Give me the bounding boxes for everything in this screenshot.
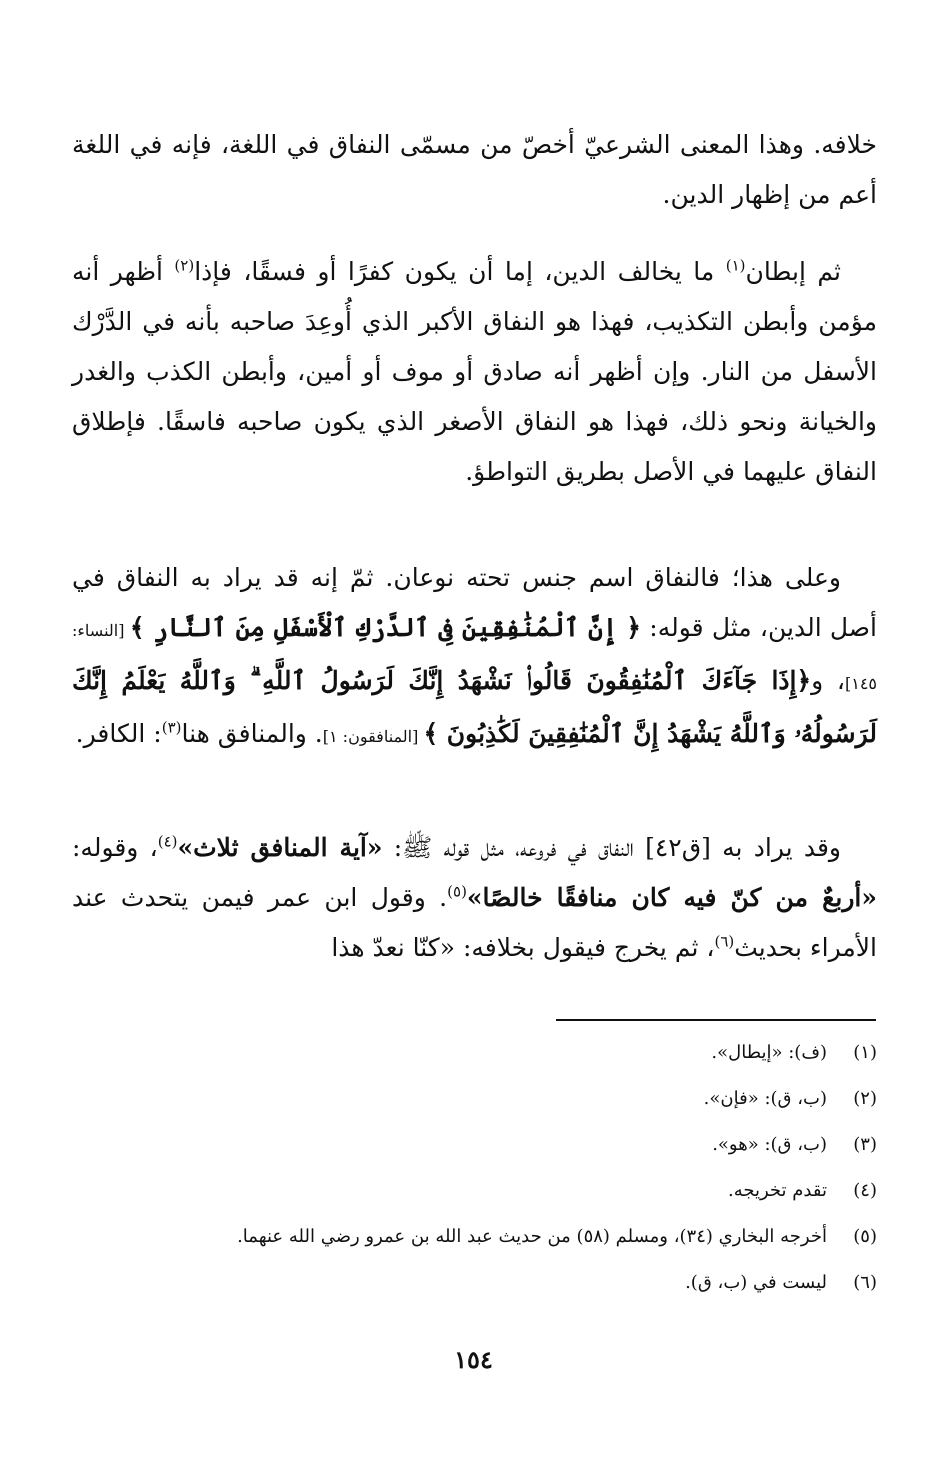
footnote-number: (٥) xyxy=(853,1226,877,1247)
footnote-ref-5: (٥) xyxy=(447,882,467,901)
footnote-text: (ف): «إيطال». xyxy=(711,1042,827,1063)
footnote-number: (١) xyxy=(853,1042,877,1063)
footnotes-list xyxy=(100,1030,877,1306)
quran-reference-1: [النساء: ١٤٥] xyxy=(72,621,877,693)
footnote-divider xyxy=(556,1019,876,1021)
footnote-text: (ب، ق): «فإن». xyxy=(703,1088,827,1109)
paragraph-3 xyxy=(72,553,877,762)
footnote-text: أخرجه البخاري (٣٤)، ومسلم (٥٨) من حديث عبد الله بن عمرو رضي الله عنهما. xyxy=(237,1226,827,1247)
paragraph-2 xyxy=(72,247,877,497)
footnote-item xyxy=(100,1122,877,1168)
paragraph-2-text-b: ما يخالف الدين، إما أن يكون كفرًا أو فسقًا، فإذا xyxy=(194,257,726,286)
footnote-number: (٢) xyxy=(853,1088,877,1109)
paragraph-1 xyxy=(72,120,877,220)
quran-verse-2: ﴿إِذَا جَآءَكَ ٱلْمُنَٰفِقُونَ قَالُوا۟ نَشْهَدُ إِنَّكَ لَرَسُولُ ٱللَّهِ ۗ وَٱللَّهُ يَعْلَمُ إِنَّكَ لَرَسُولُهُۥ وَٱللَّهُ يَشْهَدُ إِنَّ ٱلْمُنَٰفِقِينَ لَكَٰذِبُونَ ﴾ xyxy=(72,666,877,748)
paragraph-3-text-a: وعلى هذا؛ فالنفاق اسم جنس تحته نوعان. ثمّ إنه قد يراد به النفاق في أصل الدين، مثل قوله: xyxy=(72,563,877,642)
footnote-number: (٦) xyxy=(853,1272,877,1293)
quran-verse-1: ﴿ إِنَّ ٱلْمُنَٰفِقِينَ فِى ٱلدَّرْكِ ٱلْأَسْفَلِ مِنَ ٱلنَّارِ ﴾ xyxy=(129,613,642,642)
footnote-item xyxy=(100,1076,877,1122)
paragraph-4-text-a: وقد يراد به [ق٤٢] النفاق في فروعه، مثل قوله ﷺ: xyxy=(382,833,841,862)
footnote-item xyxy=(100,1168,877,1214)
paragraph-1-text: خلافه. وهذا المعنى الشرعيّ أخصّ من مسمّى النفاق في اللغة، فإنه في اللغة أعم من إظهار الدين. xyxy=(72,130,877,209)
footnote-ref-2: (٢) xyxy=(174,256,195,275)
paragraph-4-text-d: ، ثم يخرج فيقول بخلافه: «كنّا نعدّ هذا xyxy=(331,933,715,962)
paragraph-2-text-c: أظهر أنه مؤمن وأبطن التكذيب، فهذا هو النفاق الأكبر الذي أُوعِدَ صاحبه بأنه في الدَّرْك الأسفل من النار. وإن أظهر أنه صادق أو موف أو أمين، وأبطن الكذب والغدر والخيانة ونحو ذلك، فهذا هو النفاق الأصغر الذي يكون صاحبه فاسقًا. فإطلاق النفاق عليهما في الأصل بطريق التواطؤ. xyxy=(72,257,877,486)
quran-reference-2: [المنافقون: ١] xyxy=(322,727,424,746)
paragraph-4-text-c: . وقول ابن عمر فيمن يتحدث عند الأمراء بحديث xyxy=(72,883,877,962)
footnote-number: (٣) xyxy=(853,1134,877,1155)
page-number: ١٥٤ xyxy=(454,1345,493,1374)
footnote-ref-1: (١) xyxy=(725,256,746,275)
footnote-ref-6: (٦) xyxy=(714,932,735,951)
paragraph-4 xyxy=(72,823,877,973)
footnote-text: ليست في (ب، ق). xyxy=(685,1272,827,1293)
hadith-quote-2: «أربعٌ من كنّ فيه كان منافقًا خالصًا» xyxy=(466,883,877,912)
paragraph-3-text-c: . والمنافق هنا xyxy=(181,719,323,748)
footnote-text: (ب، ق): «هو». xyxy=(712,1134,827,1155)
footnote-number: (٤) xyxy=(853,1180,877,1201)
footnote-item xyxy=(100,1214,877,1260)
footnote-item xyxy=(100,1030,877,1076)
paragraph-3-text-b: ، و xyxy=(811,666,845,695)
paragraph-3-text-d: : الكافر. xyxy=(75,719,162,748)
paragraph-4-text-b: ، وقوله: xyxy=(72,833,158,862)
footnote-item xyxy=(100,1260,877,1306)
paragraph-2-text-a: ثم إبطان xyxy=(745,257,841,286)
hadith-quote-1: «آية المنافق ثلاث» xyxy=(177,833,383,862)
footnote-ref-4: (٤) xyxy=(157,832,178,851)
footnote-text: تقدم تخريجه. xyxy=(728,1180,827,1201)
footnote-ref-3: (٣) xyxy=(161,718,182,737)
